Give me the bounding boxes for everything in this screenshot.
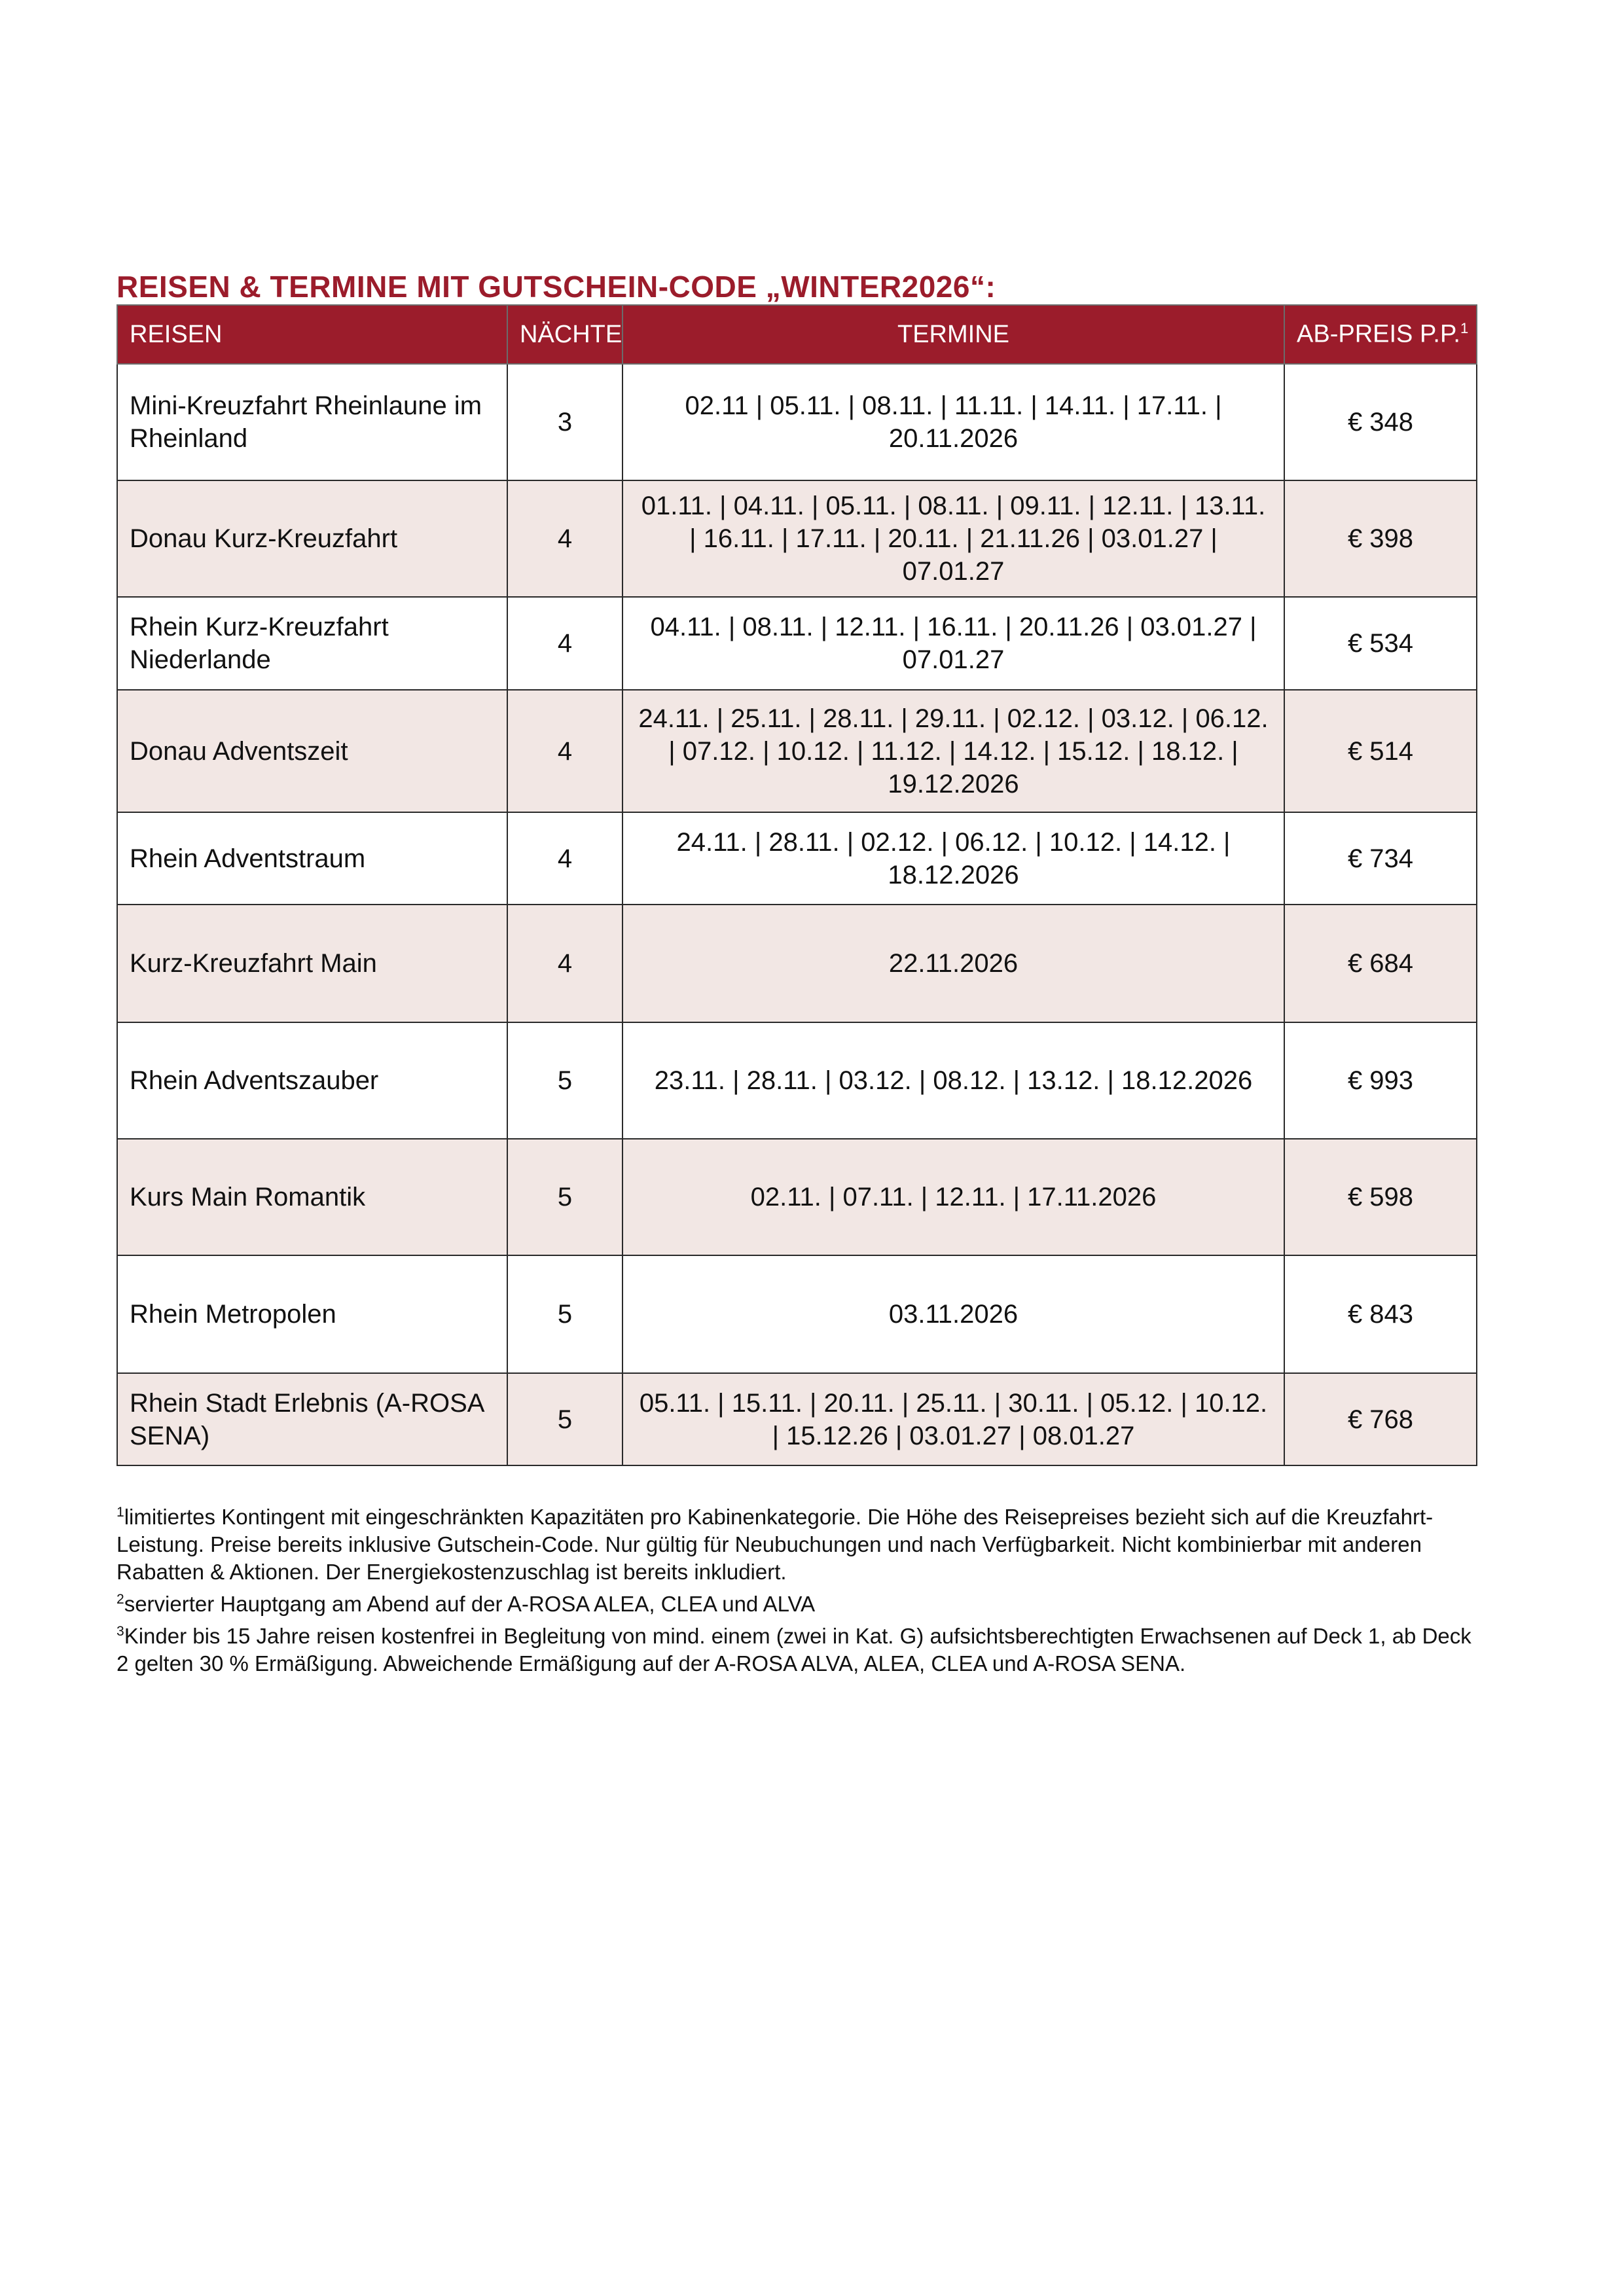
trip-nights: 5 (507, 1139, 623, 1255)
header-dates (623, 305, 1284, 364)
table-row (117, 1373, 1477, 1465)
trip-dates: 05.11. | 15.11. | 20.11. | 25.11. | 30.11. | 05.12. | 10.12. | 15.12.26 | 03.01.27 | 08.01.27 (623, 1373, 1284, 1465)
header-trips-label: REISEN (130, 320, 223, 348)
footnote-2 (117, 1586, 1476, 1618)
trip-dates: 22.11.2026 (623, 905, 1284, 1022)
trip-price: € 768 (1284, 1373, 1477, 1465)
trip-name: Kurz-Kreuzfahrt Main (117, 905, 507, 1022)
footnote-marker: 3 (117, 1624, 124, 1639)
footnote-ref-1: 1 (1460, 320, 1469, 337)
trip-name: Rhein Kurz-Kreuzfahrt Niederlande (117, 597, 507, 690)
header-trips (117, 305, 507, 364)
trip-dates: 03.11.2026 (623, 1255, 1284, 1373)
page-title: REISEN & TERMINE MIT GUTSCHEIN-CODE „WINTER2026“: (117, 269, 996, 304)
trip-nights: 5 (507, 1022, 623, 1139)
table-row (117, 597, 1477, 690)
table-row (117, 905, 1477, 1022)
footnotes (117, 1499, 1476, 1677)
trip-nights: 5 (507, 1255, 623, 1373)
footnote-text: servierter Hauptgang am Abend auf der A-ROSA ALEA, CLEA und ALVA (124, 1592, 816, 1616)
trip-price: € 734 (1284, 812, 1477, 905)
trip-price: € 843 (1284, 1255, 1477, 1373)
trip-dates: 23.11. | 28.11. | 03.12. | 08.12. | 13.12. | 18.12.2026 (623, 1022, 1284, 1139)
header-row (117, 305, 1477, 364)
trip-dates: 01.11. | 04.11. | 05.11. | 08.11. | 09.11. | 12.11. | 13.11. | 16.11. | 17.11. | 20.11. | 21.11.26 | 03.01.27 | 07.01.27 (623, 480, 1284, 597)
table-row (117, 1022, 1477, 1139)
trips-table (117, 304, 1477, 1466)
trip-nights: 4 (507, 905, 623, 1022)
trip-dates: 02.11 | 05.11. | 08.11. | 11.11. | 14.11. | 17.11. | 20.11.2026 (623, 364, 1284, 480)
trip-price: € 534 (1284, 597, 1477, 690)
trip-dates: 24.11. | 25.11. | 28.11. | 29.11. | 02.12. | 03.12. | 06.12. | 07.12. | 10.12. | 11.12. | 14.12. | 15.12. | 18.12. | 19.12.2026 (623, 690, 1284, 812)
trip-dates: 24.11. | 28.11. | 02.12. | 06.12. | 10.12. | 14.12. | 18.12.2026 (623, 812, 1284, 905)
footnote-text: limitiertes Kontingent mit eingeschränkten Kapazitäten pro Kabinenkategorie. Die Höhe des Reisepreises bezieht sich auf die Kreuzfahrt-Leistung. Preise bereits inklusive Gutschein-Code. Nur gültig für Neubuchungen und nach Verfügbarkeit. Nicht kombinierbar mit anderen Rabatten & Aktionen. Der Energiekostenzuschlag ist bereits inkludiert. (117, 1505, 1434, 1584)
trip-nights: 5 (507, 1373, 623, 1465)
header-dates-label: TERMINE (897, 320, 1009, 348)
trip-price: € 514 (1284, 690, 1477, 812)
table-row (117, 690, 1477, 812)
trip-name: Rhein Stadt Erlebnis (A-ROSA SENA) (117, 1373, 507, 1465)
trip-price: € 348 (1284, 364, 1477, 480)
trip-name: Donau Adventszeit (117, 690, 507, 812)
trip-dates: 02.11. | 07.11. | 12.11. | 17.11.2026 (623, 1139, 1284, 1255)
table-row (117, 1139, 1477, 1255)
trip-name: Kurs Main Romantik (117, 1139, 507, 1255)
trip-name: Rhein Adventszauber (117, 1022, 507, 1139)
header-nights (507, 305, 623, 364)
footnote-marker: 1 (117, 1505, 124, 1520)
trip-nights: 4 (507, 690, 623, 812)
trip-price: € 684 (1284, 905, 1477, 1022)
table-row (117, 1255, 1477, 1373)
trip-name: Mini-Kreuzfahrt Rheinlaune im Rheinland (117, 364, 507, 480)
trip-name: Rhein Metropolen (117, 1255, 507, 1373)
trip-name: Rhein Adventstraum (117, 812, 507, 905)
header-price (1284, 305, 1477, 364)
table-body (117, 364, 1477, 1465)
footnote-1 (117, 1499, 1476, 1586)
footnote-3 (117, 1618, 1476, 1677)
trip-dates: 04.11. | 08.11. | 12.11. | 16.11. | 20.11.26 | 03.01.27 | 07.01.27 (623, 597, 1284, 690)
trip-price: € 398 (1284, 480, 1477, 597)
trip-name: Donau Kurz-Kreuzfahrt (117, 480, 507, 597)
footnote-marker: 2 (117, 1592, 124, 1607)
table-header (117, 305, 1477, 364)
footnote-text: Kinder bis 15 Jahre reisen kostenfrei in Begleitung von mind. einem (zwei in Kat. G) aufsichtsberechtigten Erwachsenen auf Deck 1, ab Deck 2 gelten 30 % Ermäßigung. Abweichende Ermäßigung auf der A-ROSA ALVA, ALEA, CLEA und A-ROSA SENA. (117, 1624, 1471, 1676)
trip-price: € 993 (1284, 1022, 1477, 1139)
header-nights-label: NÄCHTE (520, 320, 623, 348)
header-price-label: AB-PREIS P.P. (1297, 320, 1460, 348)
trip-price: € 598 (1284, 1139, 1477, 1255)
table-row (117, 480, 1477, 597)
trip-nights: 3 (507, 364, 623, 480)
trip-nights: 4 (507, 597, 623, 690)
trip-nights: 4 (507, 480, 623, 597)
trip-nights: 4 (507, 812, 623, 905)
table-row (117, 364, 1477, 480)
table-row (117, 812, 1477, 905)
